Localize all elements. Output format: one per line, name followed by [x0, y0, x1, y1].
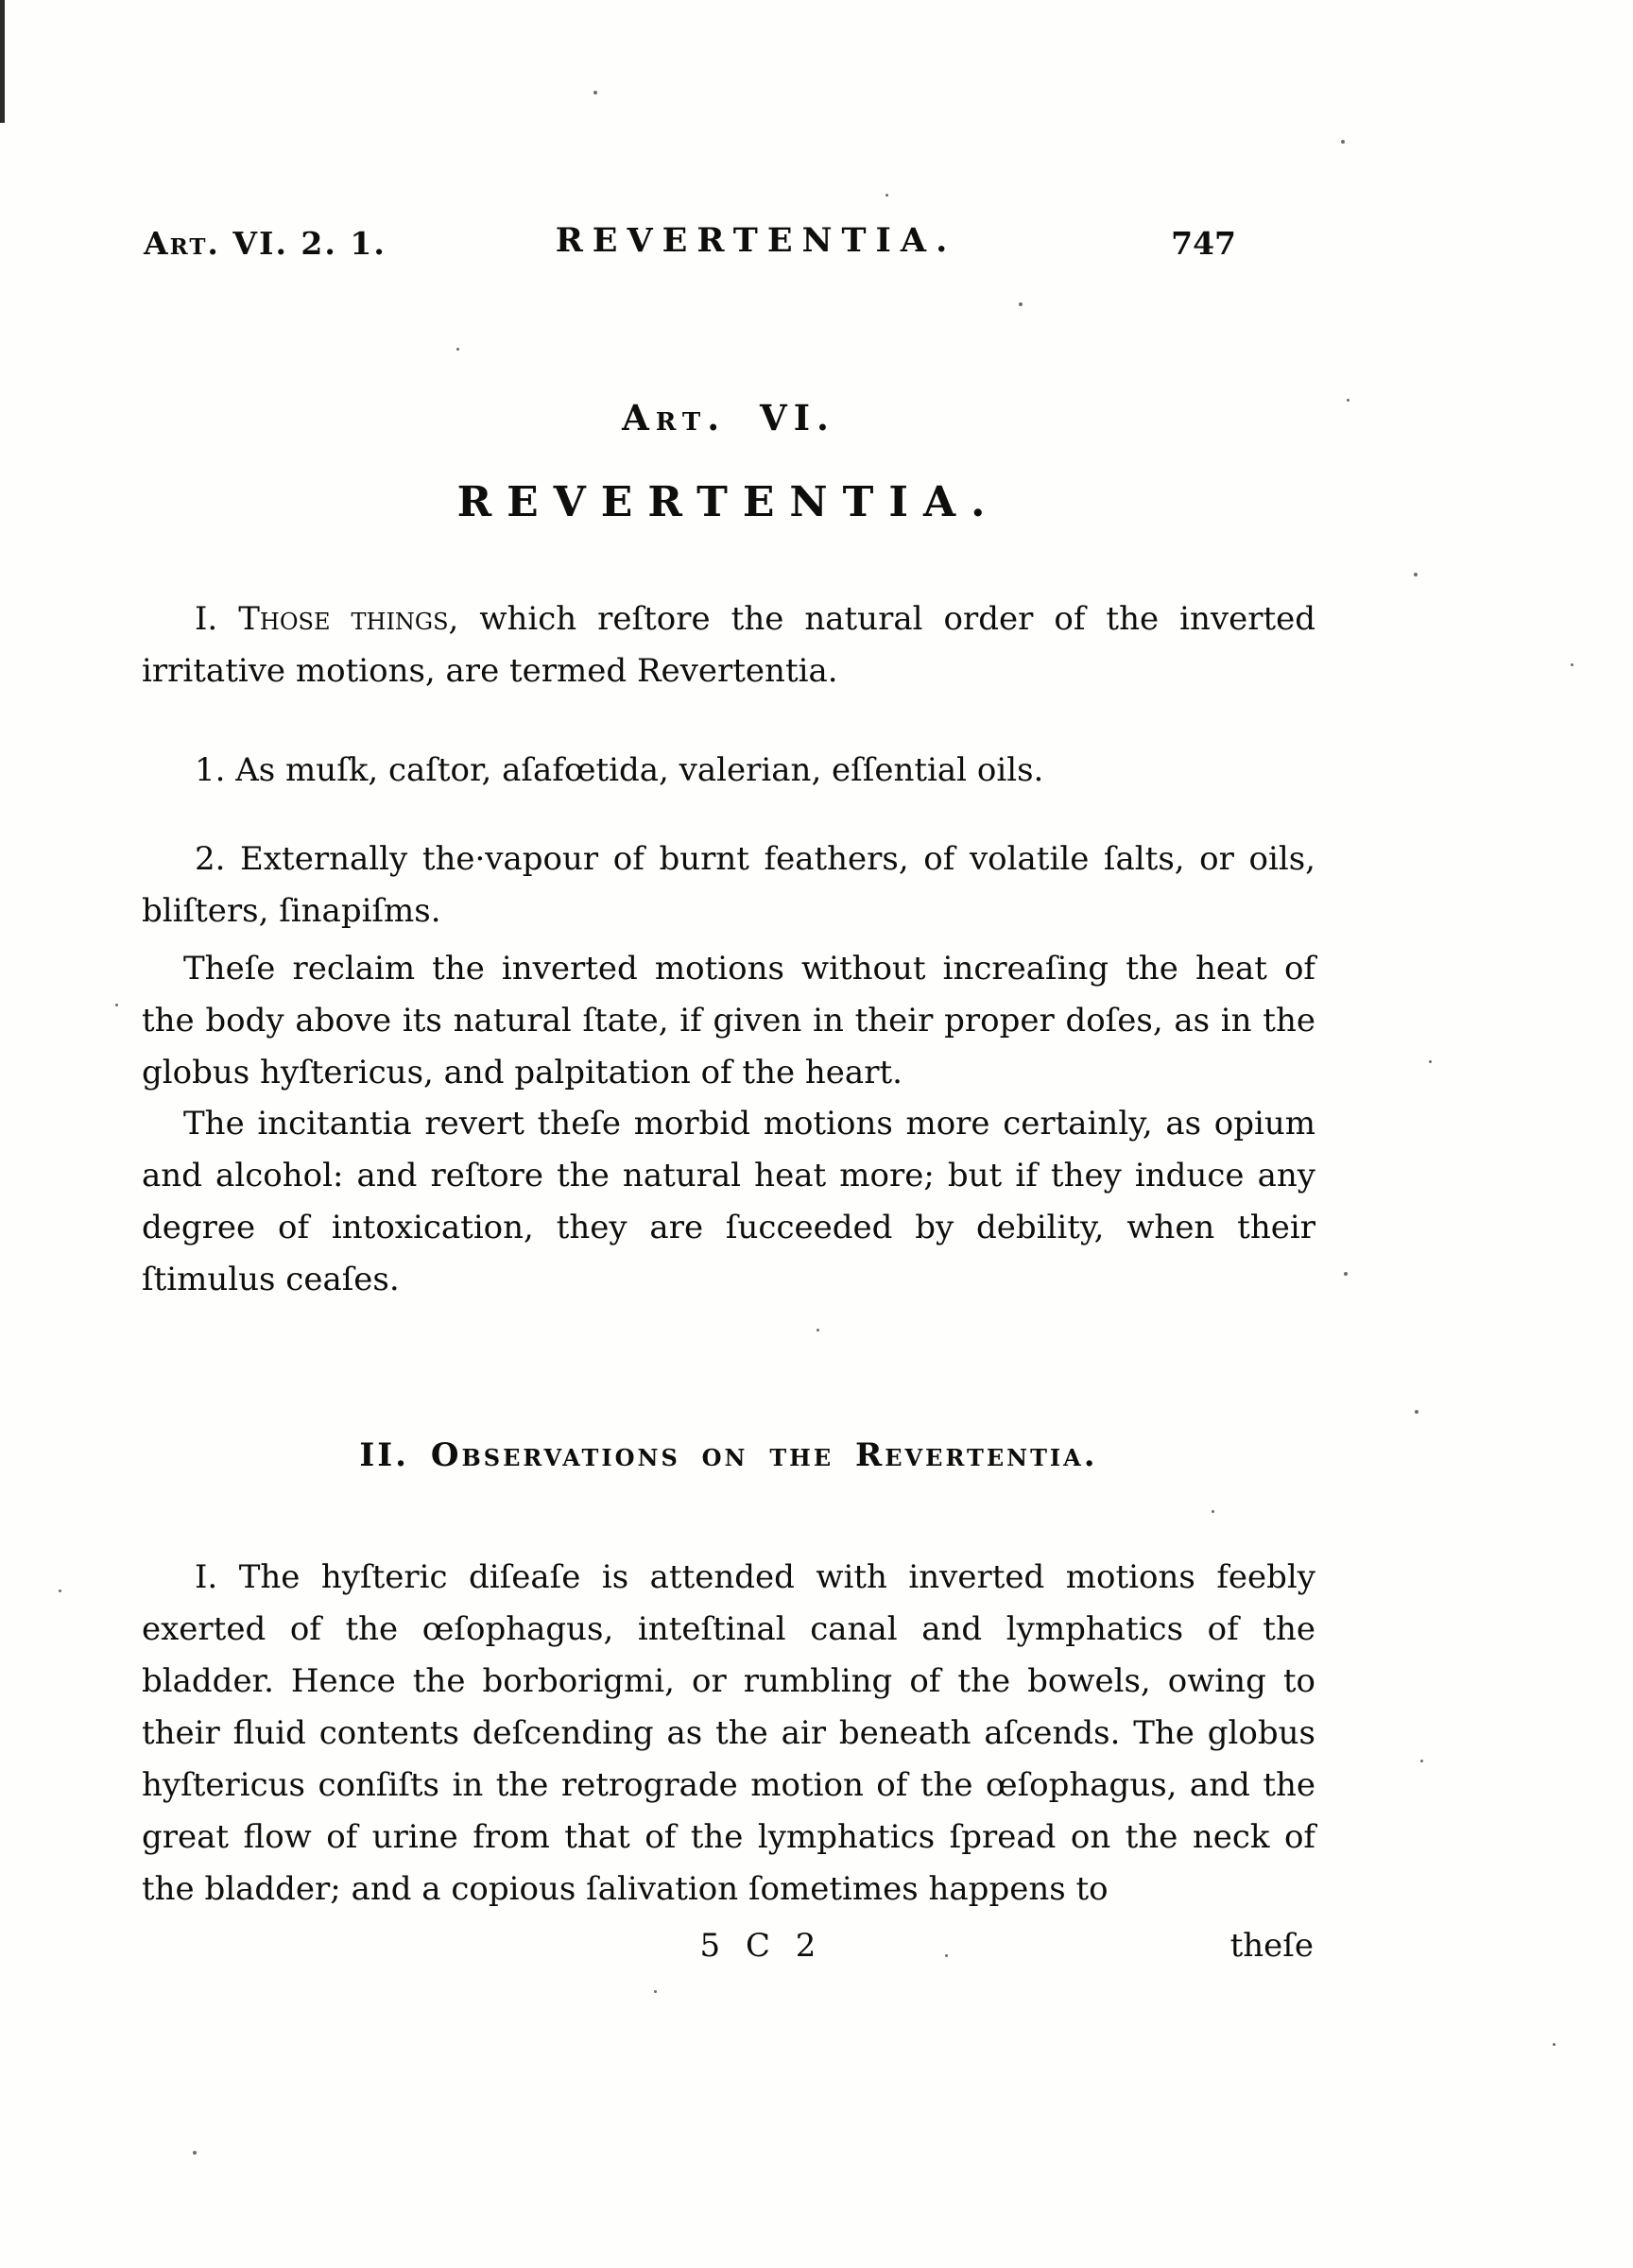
- observations-lead: I.: [195, 1558, 239, 1596]
- scan-speck: [1341, 140, 1345, 144]
- scan-speck: [1344, 1272, 1348, 1276]
- scan-speck: [816, 1329, 819, 1332]
- scan-speck: [1415, 1410, 1418, 1414]
- scan-speck: [59, 1589, 61, 1592]
- section-lead: II.: [359, 1436, 431, 1474]
- article-number-heading: Art. VI.: [622, 397, 835, 438]
- page-number: 747: [1171, 225, 1236, 262]
- paragraph-incitantia: The incitantia revert theſe morbid motions more certainly, as opium and alcohol: and reſtore the natural heat more; but if they induce any degree of intoxication, they are ſucceeded by debility, when their ſtimulus ceaſes.: [142, 1105, 1315, 1298]
- observations-text: The hyſteric diſeaſe is attended with inverted motions feebly exerted of the œſophagus, inteſtinal canal and lymphatics of the bladder. Hence the borborigmi, or rumbling of the bowels, owing to their fluid contents deſcending as the air beneath aſcends. The globus hyſtericus conſiſts in the retrograde motion of the œſophagus, and the great flow of urine from that of the lymphatics ſpread on the neck of the bladder; and a copious ſalivation ſometimes happens to: [142, 1558, 1316, 1908]
- scan-speck: [1347, 399, 1349, 402]
- scan-speck: [654, 1990, 657, 1993]
- scan-speck: [1553, 2043, 1556, 2046]
- paragraph-reclaim: Theſe reclaim the inverted motions without increaſing the heat of the body above its natural ſtate, if given in their proper doſes, as in the globus hyſtericus, and palpitation of the heart.: [142, 950, 1315, 1091]
- section-smallcaps: Observations on the Revertentia.: [430, 1436, 1098, 1474]
- page-footer: [142, 1920, 1315, 1972]
- paragraph-definition: [142, 593, 1315, 697]
- scan-speck: [1420, 1760, 1423, 1762]
- scan-speck: [193, 2151, 197, 2155]
- running-head-title: REVERTENTIA.: [555, 221, 957, 260]
- scan-speck: [115, 1004, 118, 1006]
- scan-speck: [885, 194, 888, 197]
- scan-speck: [1429, 1060, 1432, 1063]
- scan-speck: [1019, 302, 1023, 306]
- scan-speck: [456, 348, 459, 351]
- scan-edge-artifact: [0, 0, 5, 123]
- scan-speck: [593, 91, 597, 94]
- section-heading-observations: [142, 1436, 1315, 1474]
- definition-smallcaps: Those things: [238, 600, 449, 638]
- scan-speck: [945, 1954, 948, 1957]
- scan-speck: [1414, 573, 1418, 576]
- definition-lead: I.: [195, 600, 239, 638]
- scan-speck: [1571, 663, 1573, 666]
- definition-rest: , which reſtore the natural order of the inverted irritative motions, are termed Revertentia.: [142, 600, 1316, 690]
- paragraph-observations: [142, 1552, 1315, 1916]
- paragraph-item-1: 1. As muſk, caſtor, aſafœtida, valerian, eſſential oils.: [195, 751, 1044, 789]
- signature-mark: 5 C 2: [699, 1927, 824, 1965]
- running-head-section: Art. VI. 2. 1.: [144, 225, 387, 262]
- catchword: theſe: [1229, 1927, 1314, 1965]
- paragraph-item-2: 2. Externally the·vapour of burnt feathers, of volatile ſalts, or oils, bliſters, ſinapiſms.: [142, 840, 1315, 930]
- scan-speck: [1212, 1510, 1214, 1513]
- article-title-heading: REVERTENTIA.: [456, 478, 1001, 526]
